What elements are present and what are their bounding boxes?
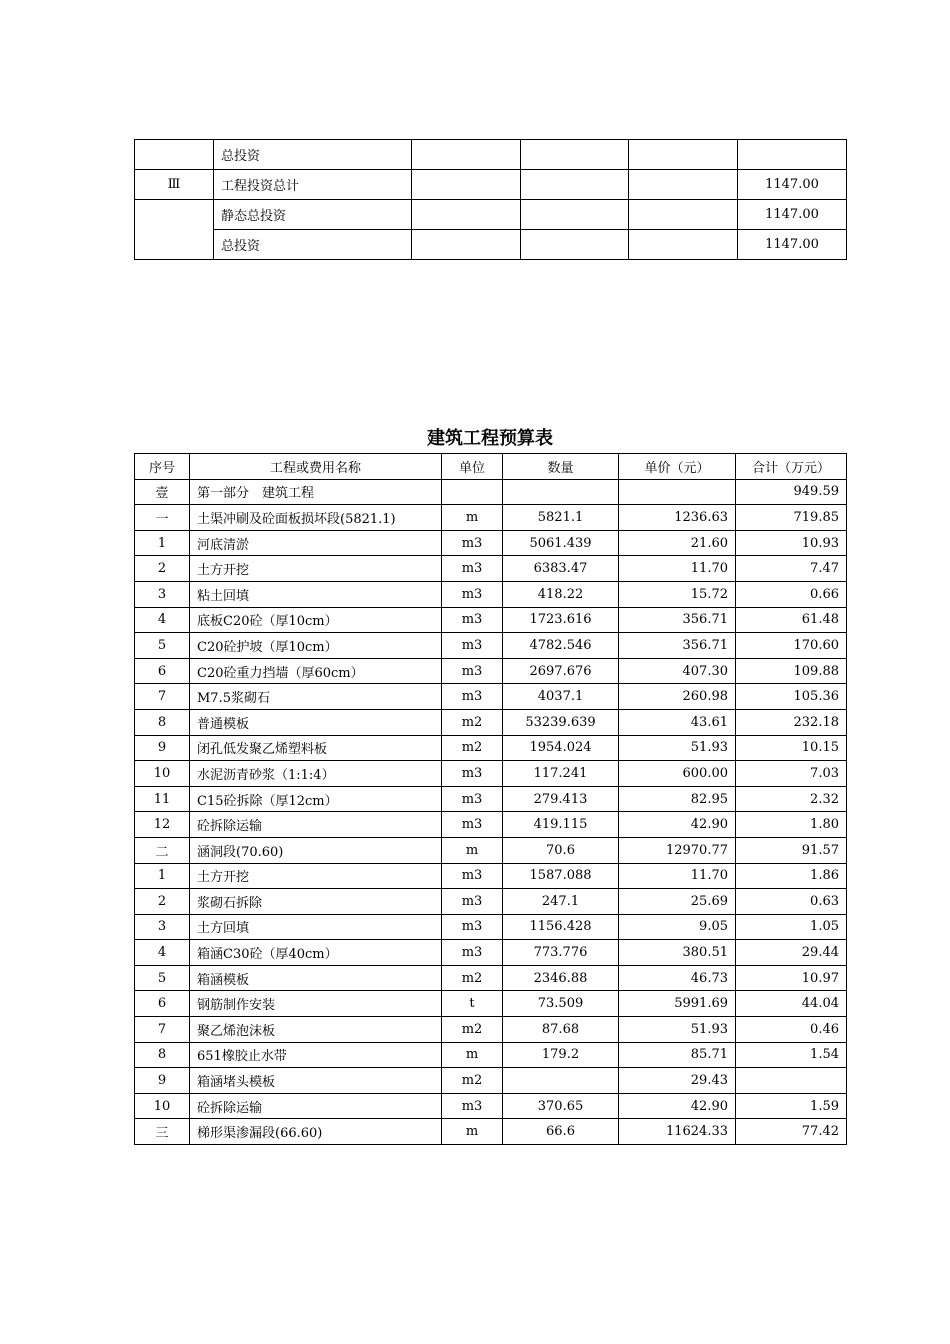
- cell-qty: 419.115: [503, 812, 619, 838]
- cell-total: 1.54: [736, 1042, 847, 1068]
- cell-total: 7.03: [736, 761, 847, 787]
- cell-qty: 1723.616: [503, 607, 619, 633]
- cell-qty: 6383.47: [503, 556, 619, 582]
- cell-qty: 87.68: [503, 1017, 619, 1043]
- table-row: [135, 735, 847, 761]
- cell-unit: m3: [442, 940, 503, 966]
- cell-price: 42.90: [619, 1093, 736, 1119]
- cell-unit: m3: [442, 530, 503, 556]
- cell-total: 1.05: [736, 914, 847, 940]
- cell-name: 土方开挖: [190, 863, 442, 889]
- cell-qty: [503, 1068, 619, 1094]
- cell-unit: m3: [442, 581, 503, 607]
- cell-seq: 10: [135, 1093, 190, 1119]
- cell-qty: 2346.88: [503, 965, 619, 991]
- cell-unit: m3: [442, 607, 503, 633]
- summary-name: 静态总投资: [214, 200, 412, 230]
- cell-seq: 4: [135, 940, 190, 966]
- budget-table-header: [135, 454, 847, 480]
- cell-name: 砼拆除运输: [190, 1093, 442, 1119]
- cell-unit: m3: [442, 684, 503, 710]
- table-row: [135, 581, 847, 607]
- cell-qty: 70.6: [503, 837, 619, 863]
- cell-qty: 370.65: [503, 1093, 619, 1119]
- header-unit: 单位: [442, 454, 503, 480]
- cell-unit: t: [442, 991, 503, 1017]
- summary-seq: [135, 200, 214, 260]
- table-row: [135, 709, 847, 735]
- cell-qty: 5821.1: [503, 505, 619, 531]
- cell-unit: m2: [442, 735, 503, 761]
- cell-price: 85.71: [619, 1042, 736, 1068]
- cell-seq: 9: [135, 735, 190, 761]
- summary-seq: Ⅲ: [135, 170, 214, 200]
- summary-name: 总投资: [214, 140, 412, 170]
- table-row: [135, 786, 847, 812]
- cell-seq: 3: [135, 581, 190, 607]
- cell-name: 梯形渠渗漏段(66.60): [190, 1119, 442, 1145]
- cell-seq: 6: [135, 658, 190, 684]
- cell-unit: m3: [442, 658, 503, 684]
- cell-name: 粘土回填: [190, 581, 442, 607]
- cell-name: 涵洞段(70.60): [190, 837, 442, 863]
- table-row: [135, 812, 847, 838]
- cell-total: 170.60: [736, 633, 847, 659]
- cell-seq: 二: [135, 837, 190, 863]
- cell-qty: 179.2: [503, 1042, 619, 1068]
- cell-seq: 2: [135, 556, 190, 582]
- cell-price: 21.60: [619, 530, 736, 556]
- cell-unit: m3: [442, 914, 503, 940]
- table-row: [135, 1093, 847, 1119]
- cell-price: 29.43: [619, 1068, 736, 1094]
- cell-unit: m: [442, 1042, 503, 1068]
- cell-qty: 4782.546: [503, 633, 619, 659]
- cell-name: 箱涵C30砼（厚40cm）: [190, 940, 442, 966]
- cell-unit: m2: [442, 709, 503, 735]
- table-row: [135, 863, 847, 889]
- cell-seq: 壹: [135, 479, 190, 505]
- header-price: 单价（元）: [619, 454, 736, 480]
- cell-name: 土方开挖: [190, 556, 442, 582]
- table-row: [135, 530, 847, 556]
- cell-total: 109.88: [736, 658, 847, 684]
- cell-unit: m: [442, 837, 503, 863]
- cell-qty: 1954.024: [503, 735, 619, 761]
- cell-total: 0.63: [736, 889, 847, 915]
- cell-unit: m3: [442, 761, 503, 787]
- cell-total: 2.32: [736, 786, 847, 812]
- cell-price: 11.70: [619, 556, 736, 582]
- cell-qty: 4037.1: [503, 684, 619, 710]
- cell-name: 土方回填: [190, 914, 442, 940]
- cell-seq: 2: [135, 889, 190, 915]
- cell-name: 底板C20砼（厚10cm）: [190, 607, 442, 633]
- table-row: [135, 991, 847, 1017]
- cell-total: 29.44: [736, 940, 847, 966]
- cell-name: 箱涵模板: [190, 965, 442, 991]
- cell-seq: 三: [135, 1119, 190, 1145]
- cell-price: 5991.69: [619, 991, 736, 1017]
- cell-price: 9.05: [619, 914, 736, 940]
- cell-qty: 5061.439: [503, 530, 619, 556]
- header-qty: 数量: [503, 454, 619, 480]
- cell-total: 0.46: [736, 1017, 847, 1043]
- cell-total: 1.59: [736, 1093, 847, 1119]
- cell-total: [736, 1068, 847, 1094]
- summary-cell: [412, 230, 521, 260]
- summary-cell: [629, 170, 738, 200]
- cell-price: 43.61: [619, 709, 736, 735]
- cell-seq: 一: [135, 505, 190, 531]
- budget-title: 建筑工程预算表: [427, 428, 553, 449]
- cell-seq: 7: [135, 1017, 190, 1043]
- cell-total: 105.36: [736, 684, 847, 710]
- cell-qty: 2697.676: [503, 658, 619, 684]
- cell-total: 1.80: [736, 812, 847, 838]
- cell-price: 260.98: [619, 684, 736, 710]
- cell-seq: 7: [135, 684, 190, 710]
- cell-price: 25.69: [619, 889, 736, 915]
- summary-total: 1147.00: [738, 200, 847, 230]
- table-row: [135, 889, 847, 915]
- cell-seq: 4: [135, 607, 190, 633]
- cell-name: 651橡胶止水带: [190, 1042, 442, 1068]
- cell-name: C20砼重力挡墙（厚60cm）: [190, 658, 442, 684]
- cell-price: 42.90: [619, 812, 736, 838]
- header-total: 合计（万元）: [736, 454, 847, 480]
- cell-unit: m: [442, 505, 503, 531]
- cell-total: 61.48: [736, 607, 847, 633]
- summary-table: [134, 139, 847, 260]
- cell-price: 51.93: [619, 1017, 736, 1043]
- cell-unit: m3: [442, 1093, 503, 1119]
- cell-price: 11624.33: [619, 1119, 736, 1145]
- cell-total: 10.93: [736, 530, 847, 556]
- cell-qty: 1587.088: [503, 863, 619, 889]
- cell-name: M7.5浆砌石: [190, 684, 442, 710]
- summary-cell: [412, 140, 521, 170]
- cell-price: 51.93: [619, 735, 736, 761]
- table-row: [135, 1042, 847, 1068]
- budget-table: [134, 453, 847, 1145]
- header-seq: 序号: [135, 454, 190, 480]
- summary-cell: [629, 140, 738, 170]
- cell-name: 钢筋制作安装: [190, 991, 442, 1017]
- cell-total: 77.42: [736, 1119, 847, 1145]
- cell-qty: 73.509: [503, 991, 619, 1017]
- cell-name: C15砼拆除（厚12cm）: [190, 786, 442, 812]
- summary-cell: [521, 140, 629, 170]
- cell-name: 第一部分 建筑工程: [190, 479, 442, 505]
- cell-name: 水泥沥青砂浆（1:1:4）: [190, 761, 442, 787]
- table-row: [135, 940, 847, 966]
- cell-unit: [442, 479, 503, 505]
- cell-unit: m3: [442, 812, 503, 838]
- cell-seq: 8: [135, 709, 190, 735]
- summary-cell: [521, 200, 629, 230]
- table-row: [135, 607, 847, 633]
- header-row: [135, 454, 847, 480]
- cell-unit: m2: [442, 1068, 503, 1094]
- summary-body: [135, 140, 847, 260]
- cell-seq: 8: [135, 1042, 190, 1068]
- cell-seq: 12: [135, 812, 190, 838]
- cell-unit: m3: [442, 786, 503, 812]
- cell-qty: [503, 479, 619, 505]
- table-row: [135, 965, 847, 991]
- summary-row: [135, 230, 847, 260]
- summary-row: [135, 140, 847, 170]
- cell-unit: m3: [442, 863, 503, 889]
- cell-unit: m: [442, 1119, 503, 1145]
- table-row: [135, 658, 847, 684]
- cell-total: 7.47: [736, 556, 847, 582]
- cell-qty: 117.241: [503, 761, 619, 787]
- cell-total: 949.59: [736, 479, 847, 505]
- cell-seq: 10: [135, 761, 190, 787]
- cell-total: 1.86: [736, 863, 847, 889]
- cell-name: 普通模板: [190, 709, 442, 735]
- cell-price: 600.00: [619, 761, 736, 787]
- cell-name: 箱涵堵头模板: [190, 1068, 442, 1094]
- cell-seq: 5: [135, 965, 190, 991]
- cell-qty: 66.6: [503, 1119, 619, 1145]
- cell-price: 46.73: [619, 965, 736, 991]
- summary-cell: [412, 200, 521, 230]
- cell-name: 砼拆除运输: [190, 812, 442, 838]
- cell-name: 闭孔低发聚乙烯塑料板: [190, 735, 442, 761]
- table-row: [135, 1119, 847, 1145]
- cell-qty: 1156.428: [503, 914, 619, 940]
- cell-unit: m3: [442, 889, 503, 915]
- cell-price: 82.95: [619, 786, 736, 812]
- cell-name: 浆砌石拆除: [190, 889, 442, 915]
- summary-cell: [629, 200, 738, 230]
- cell-price: 12970.77: [619, 837, 736, 863]
- summary-name: 总投资: [214, 230, 412, 260]
- cell-price: 407.30: [619, 658, 736, 684]
- cell-unit: m2: [442, 965, 503, 991]
- table-row: [135, 479, 847, 505]
- cell-seq: 6: [135, 991, 190, 1017]
- summary-row: [135, 200, 847, 230]
- cell-name: 聚乙烯泡沫板: [190, 1017, 442, 1043]
- cell-price: 15.72: [619, 581, 736, 607]
- cell-price: 1236.63: [619, 505, 736, 531]
- cell-total: 91.57: [736, 837, 847, 863]
- summary-cell: [521, 170, 629, 200]
- cell-seq: 3: [135, 914, 190, 940]
- cell-total: 10.97: [736, 965, 847, 991]
- cell-price: [619, 479, 736, 505]
- summary-cell: [629, 230, 738, 260]
- cell-total: 10.15: [736, 735, 847, 761]
- cell-qty: 247.1: [503, 889, 619, 915]
- cell-total: 0.66: [736, 581, 847, 607]
- table-row: [135, 761, 847, 787]
- cell-seq: 11: [135, 786, 190, 812]
- summary-row: [135, 170, 847, 200]
- cell-unit: m3: [442, 633, 503, 659]
- header-name: 工程或费用名称: [190, 454, 442, 480]
- table-row: [135, 684, 847, 710]
- summary-cell: [521, 230, 629, 260]
- cell-price: 11.70: [619, 863, 736, 889]
- cell-name: 河底清淤: [190, 530, 442, 556]
- cell-qty: 418.22: [503, 581, 619, 607]
- budget-table-body: [135, 479, 847, 1144]
- cell-seq: 1: [135, 863, 190, 889]
- cell-price: 380.51: [619, 940, 736, 966]
- cell-qty: 279.413: [503, 786, 619, 812]
- cell-price: 356.71: [619, 633, 736, 659]
- cell-total: 44.04: [736, 991, 847, 1017]
- summary-cell: [412, 170, 521, 200]
- cell-total: 719.85: [736, 505, 847, 531]
- cell-seq: 1: [135, 530, 190, 556]
- cell-name: C20砼护坡（厚10cm）: [190, 633, 442, 659]
- cell-qty: 773.776: [503, 940, 619, 966]
- cell-seq: 9: [135, 1068, 190, 1094]
- table-row: [135, 1017, 847, 1043]
- cell-total: 232.18: [736, 709, 847, 735]
- table-row: [135, 914, 847, 940]
- summary-total: 1147.00: [738, 230, 847, 260]
- cell-seq: 5: [135, 633, 190, 659]
- cell-unit: m3: [442, 556, 503, 582]
- summary-name: 工程投资总计: [214, 170, 412, 200]
- summary-total: [738, 140, 847, 170]
- table-row: [135, 505, 847, 531]
- cell-unit: m2: [442, 1017, 503, 1043]
- cell-qty: 53239.639: [503, 709, 619, 735]
- cell-price: 356.71: [619, 607, 736, 633]
- table-row: [135, 633, 847, 659]
- table-row: [135, 556, 847, 582]
- summary-seq: [135, 140, 214, 170]
- table-row: [135, 837, 847, 863]
- summary-total: 1147.00: [738, 170, 847, 200]
- table-row: [135, 1068, 847, 1094]
- cell-name: 土渠冲刷及砼面板损坏段(5821.1): [190, 505, 442, 531]
